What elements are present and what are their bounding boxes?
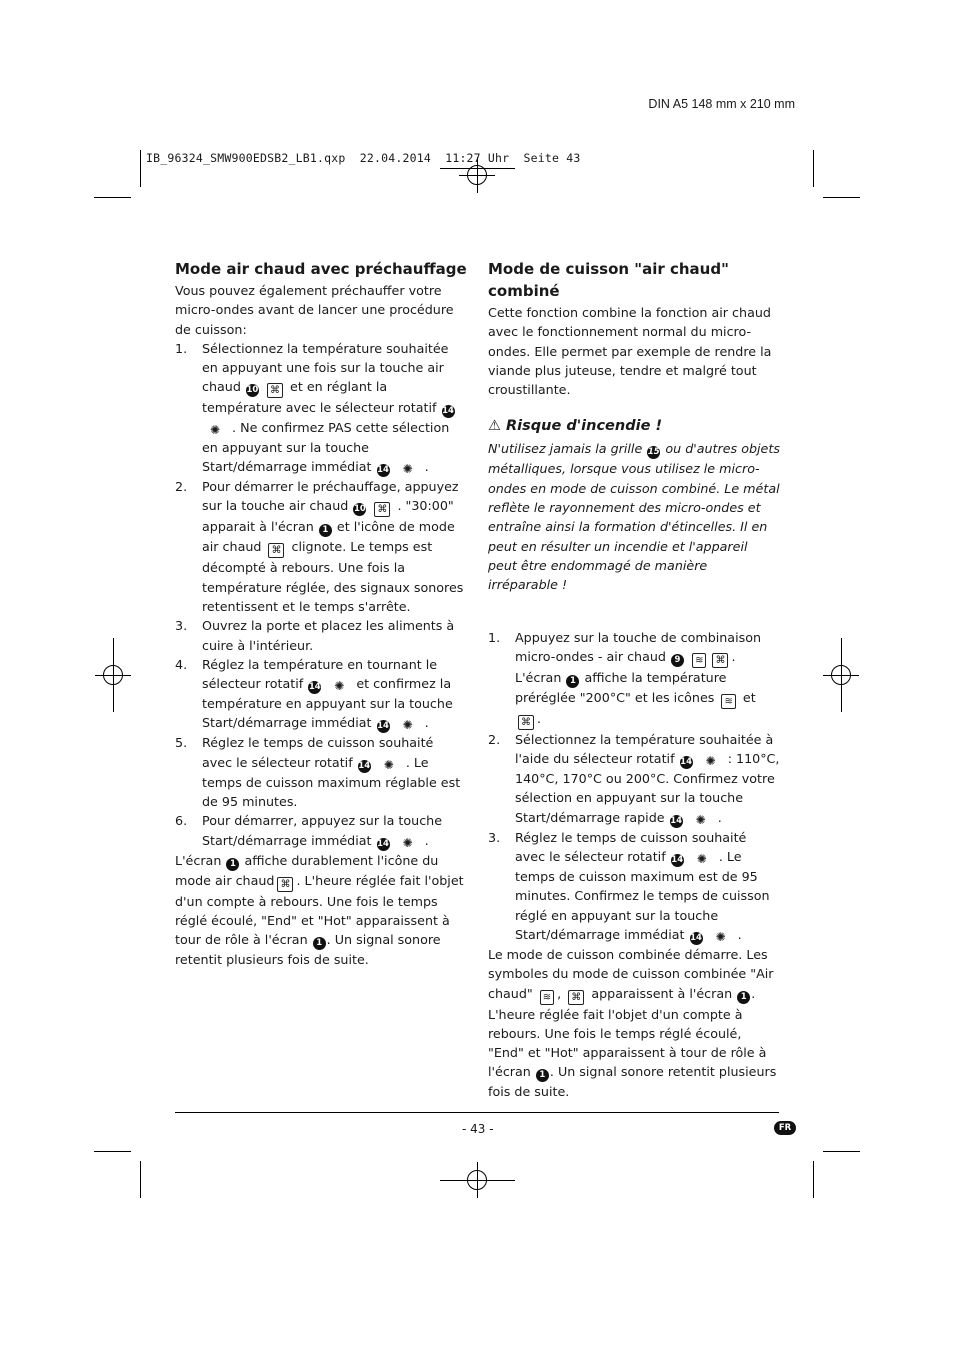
part-number-badge: 14 (358, 760, 371, 771)
text-run: , (557, 985, 562, 1001)
rotary-knob-icon: ✺ (402, 835, 413, 850)
grill-waves-icon: ≋ (721, 694, 735, 709)
text-run: . L'heure réglée fait l'objet d'un compte à rebours. Une fois le temps réglé écoulé, "End" et "Hot" apparaissent à tour de rôle à l'écran (175, 872, 464, 948)
text-run: Pour démarrer le préchauffage, appuyez sur la touche air chaud (202, 479, 459, 514)
crop-mark (113, 638, 114, 712)
crop-mark (140, 1161, 141, 1198)
crop-mark (841, 638, 842, 712)
text-run: . L'heure réglée fait l'objet d'un compte à rebours. Une fois le temps réglé écoulé, "End" et "Hot" apparaissent à tour de rôle à l'écran (488, 985, 767, 1080)
language-badge: FR (774, 1121, 796, 1135)
warning-heading (488, 416, 780, 436)
part-number-badge: 15 (647, 447, 660, 458)
text-run: Réglez le temps de cuisson souhaité avec le sélecteur rotatif (515, 829, 747, 865)
list-item (488, 828, 780, 945)
format-label: DIN A5 148 mm x 210 mm (648, 97, 795, 111)
part-number-badge: 9 (671, 654, 684, 667)
rotary-knob-icon: ✺ (696, 852, 707, 867)
text-run: L'écran (175, 852, 222, 868)
steps-list (175, 339, 467, 851)
text-run: . Ne confirmez PAS cette sélection en appuyant sur la touche Start/démarrage immédiat (202, 420, 450, 475)
intro-text: Cette fonction combine la fonction air chaud avec le fonctionnement normal du micro-ondes. Elle permet par exemple de rendre la viande plus juteuse, tendre et malgré tout croustillante. (488, 305, 772, 398)
section-title: Mode de cuisson "air chaud" combiné (488, 260, 729, 300)
part-number-badge: 10 (246, 385, 259, 396)
text-run: Pour démarrer, appuyez sur la touche Start/démarrage immédiat (202, 813, 443, 848)
text-run: . Le temps de cuisson maximum est de 95 minutes. Confirmez le temps de cuisson réglé en appuyant sur la touche Start/démarrage immédiat (515, 849, 770, 942)
outcome-text (175, 851, 467, 970)
text-run: : 110°C, 140°C, 170°C ou 200°C. Confirmez votre sélection en appuyant sur la touche Start/démarrage rapide (515, 751, 780, 825)
crop-mark (94, 197, 131, 198)
right-column (488, 258, 780, 1102)
text-run: apparaissent à l'écran (591, 985, 733, 1001)
part-number-badge: 14 (690, 932, 702, 943)
part-number-badge: 1 (313, 937, 326, 950)
part-number-badge: 14 (377, 721, 389, 732)
grill-waves-icon: ≋ (540, 990, 554, 1005)
left-column (175, 258, 467, 970)
text-run: et l'icône de mode air chaud (202, 519, 455, 555)
rotary-knob-icon: ✺ (402, 718, 413, 733)
warning-text (488, 439, 780, 594)
hot-air-fan-icon: ⌘ (268, 543, 284, 558)
text-run: Réglez le temps de cuisson souhaité avec le sélecteur rotatif (202, 735, 434, 770)
part-number-badge: 14 (680, 757, 693, 768)
crop-mark (140, 150, 141, 187)
text-run: affiche durablement l'icône du mode air chaud (175, 852, 439, 888)
crop-mark (823, 1151, 860, 1152)
list-item (175, 616, 467, 655)
text-run: . (424, 459, 429, 475)
text-run: 6. (175, 813, 188, 829)
rotary-knob-icon: ✺ (715, 929, 726, 944)
crop-mark (813, 1161, 814, 1198)
list-item (175, 733, 467, 811)
text-run: . (424, 715, 429, 731)
registration-mark (459, 1162, 495, 1198)
text-run: 1. (175, 340, 188, 356)
text-run: N'utilisez jamais la grille (488, 441, 643, 457)
rotary-knob-icon: ✺ (383, 757, 394, 772)
text-run: 5. (175, 735, 188, 751)
rotary-knob-icon: ✺ (334, 679, 345, 694)
text-run: . (424, 832, 429, 848)
text-run: Réglez la température en tournant le sélecteur rotatif (202, 656, 438, 692)
text-run: 3. (488, 829, 501, 845)
text-run: . Le temps de cuisson maximum réglable est de 95 minutes. (202, 754, 461, 810)
text-run: 1. (488, 629, 501, 645)
text-run: . L'écran (515, 648, 736, 685)
hot-air-fan-icon: ⌘ (374, 502, 390, 517)
part-number-badge: 14 (308, 682, 321, 693)
hot-air-fan-icon: ⌘ (568, 990, 584, 1005)
rotary-knob-icon: ✺ (209, 423, 221, 438)
outcome-text (488, 945, 780, 1102)
text-run: Le mode de cuisson combinée démarre. Les symboles du mode de cuisson combinée "Air chaud" (488, 946, 774, 1001)
text-run: clignote. Le temps est décompté à rebours. Une fois la température réglée, des signaux sonores retentissent et le temps s'arrête. (202, 539, 464, 614)
intro-text: Vous pouvez également préchauffer votre micro-ondes avant de lancer une procédure de cuisson: (175, 283, 454, 337)
part-number-badge: 1 (566, 675, 579, 688)
text-run: Ouvrez la porte et placez les aliments à cuire à l'intérieur. (202, 618, 455, 653)
part-number-badge: 1 (737, 991, 750, 1004)
list-item (488, 730, 780, 828)
part-number-badge: 14 (670, 815, 683, 826)
hot-air-fan-icon: ⌘ (518, 715, 534, 730)
text-run: . (737, 926, 742, 942)
part-number-badge: 1 (319, 524, 332, 537)
text-run: 4. (175, 656, 188, 672)
list-item (175, 339, 467, 477)
text-run: ou d'autres objets métalliques, lorsque vous utilisez le micro-ondes en mode de cuisson combiné. Le métal reflète le rayonnement des micro-ondes et entraîne ainsi la formation d'étincelles. Il en peut en résulter un incendie et l'appareil peut être endommagé de manière irréparable ! (488, 441, 780, 593)
warning-icon: ⚠ (488, 418, 501, 435)
text-run: Appuyez sur la touche de combinaison micro-ondes - air chaud (515, 629, 762, 664)
crop-mark (94, 1151, 131, 1152)
text-run: Sélectionnez la température souhaitée en appuyant une fois sur la touche air chaud (202, 340, 449, 395)
part-number-badge: 10 (353, 504, 366, 515)
rotary-knob-icon: ✺ (402, 462, 413, 477)
text-run: . Un signal sonore retentit plusieurs fois de suite. (488, 1064, 777, 1100)
text-run: . Un signal sonore retentit plusieurs fois de suite. (175, 932, 441, 968)
part-number-badge: 1 (536, 1069, 549, 1082)
rotary-knob-icon: ✺ (705, 754, 716, 769)
page-number: - 43 - (462, 1122, 494, 1136)
grill-waves-icon: ≋ (692, 653, 706, 668)
text-run: 3. (175, 618, 188, 634)
hot-air-fan-icon: ⌘ (277, 877, 293, 892)
text-run: Risque d'incendie ! (506, 418, 663, 435)
steps-list (488, 628, 780, 945)
section-title: Mode air chaud avec préchauffage (175, 260, 467, 278)
text-run: et (742, 689, 756, 705)
list-item (175, 811, 467, 850)
text-run: . (537, 710, 542, 726)
list-item (175, 655, 467, 734)
crop-mark (823, 197, 860, 198)
text-run: . (717, 809, 722, 825)
text-run: et en réglant la température avec le sélecteur rotatif (202, 379, 437, 416)
part-number-badge: 1 (226, 858, 239, 871)
footer-rule (175, 1112, 779, 1113)
list-item (175, 477, 467, 616)
text-run: 2. (488, 731, 501, 747)
text-run: . "30:00" apparait à l'écran (202, 498, 454, 535)
part-number-badge: 14 (442, 406, 454, 417)
hot-air-fan-icon: ⌘ (712, 653, 728, 668)
text-run: 2. (175, 479, 188, 495)
file-header: IB_96324_SMW900EDSB2_LB1.qxp 22.04.2014 11:27 Uhr Seite 43 (146, 151, 581, 165)
part-number-badge: 14 (377, 465, 389, 476)
list-item (488, 628, 780, 730)
crop-mark (813, 150, 814, 187)
text-run: affiche la température préréglée "200°C" et les icônes (515, 669, 727, 705)
part-number-badge: 14 (671, 855, 684, 866)
text-run: Sélectionnez la température souhaitée à l'aide du sélecteur rotatif (515, 731, 774, 767)
part-number-badge: 14 (377, 838, 389, 849)
text-run: et confirmez la température en appuyant sur la touche Start/démarrage immédiat (202, 676, 453, 731)
rotary-knob-icon: ✺ (695, 812, 706, 827)
hot-air-fan-icon: ⌘ (267, 383, 283, 398)
